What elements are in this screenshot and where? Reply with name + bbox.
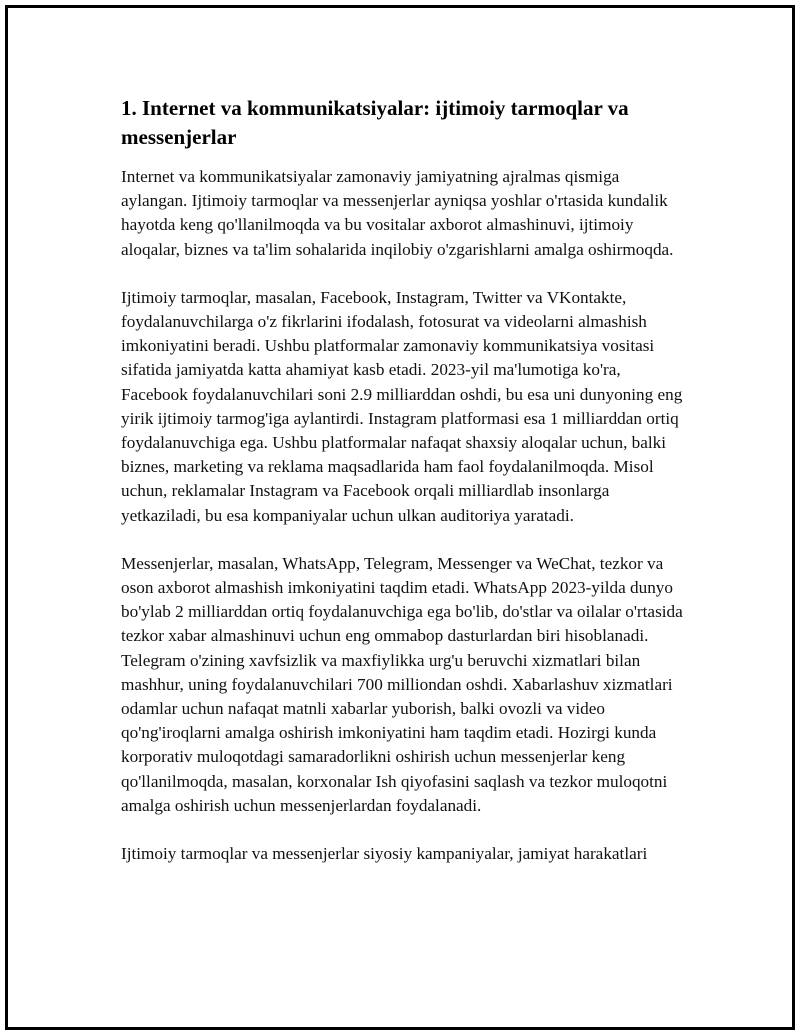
paragraph-messengers: Messenjerlar, masalan, WhatsApp, Telegram, Messenger va WeChat, tezkor va oson axborot almashish imkoniyatini taqdim etadi. WhatsApp 2023-yilda dunyo bo'ylab 2 milliarddan ortiq foydalanuvchiga ega bo'lib, do'stlar va oilalar o'rtasida tezkor xabar almashinuvi uchun eng ommabop dasturlardan biri hisoblanadi. Telegram o'zining xavfsizlik va maxfiylikka urg'u beruvchi xizmatlari bilan mashhur, uning foydalanuvchilari 700 milliondan oshdi. Xabarlashuv xizmatlari odamlar uchun nafaqat matnli xabarlar yuborish, balki ovozli va video qo'ng'iroqlarni amalga oshirish imkoniyatini ham taqdim etadi. Hozirgi kunda korporativ muloqotdagi samaradorlikni oshirish uchun messenjerlar keng qo'llanilmoqda, masalan, korxonalar Ish qiyofasini saqlash va tezkor muloqotni amalga oshirish uchun messenjerlardan foydalanadi. bbox=[121, 553, 683, 815]
paragraph-politics: Ijtimoiy tarmoqlar va messenjerlar siyosiy kampaniyalar, jamiyat harakatlari bbox=[121, 844, 648, 864]
document-page bbox=[5, 5, 795, 1030]
paragraph-intro: Internet va kommunikatsiyalar zamonaviy jamiyatning ajralmas qismiga aylangan. Ijtimoiy tarmoqlar va messenjerlar ayniqsa yoshlar o'rtasida kundalik hayotda keng qo'llanilmoqda va bu vositalar axborot almashinuvi, ijtimoiy aloqalar, biznes va ta'lim sohalarida inqilobiy o'zgarishlarni amalga oshirmoqda. bbox=[121, 167, 674, 259]
document-body bbox=[121, 94, 687, 866]
section-heading: 1. Internet va kommunikatsiyalar: ijtimoiy tarmoqlar va messenjerlar bbox=[121, 96, 629, 149]
paragraph-social-networks: Ijtimoiy tarmoqlar, masalan, Facebook, Instagram, Twitter va VKontakte, foydalanuvchilarga o'z fikrlarini ifodalash, fotosurat va videolarni almashish imkoniyatini beradi. Ushbu platformalar zamonaviy kommunikatsiya vositasi sifatida jamiyatda katta ahamiyat kasb etadi. 2023-yil ma'lumotiga ko'ra, Facebook foydalanuvchilari soni 2.9 milliarddan oshdi, bu esa uni dunyoning eng yirik ijtimoiy tarmog'iga aylantirdi. Instagram platformasi esa 1 milliarddan ortiq foydalanuvchiga ega. Ushbu platformalar nafaqat shaxsiy aloqalar uchun, balki biznes, marketing va reklama maqsadlarida ham faol foydalanilmoqda. Misol uchun, reklamalar Instagram va Facebook orqali milliardlab insonlarga yetkaziladi, bu esa kompaniyalar uchun ulkan auditoriya yaratadi. bbox=[121, 287, 683, 525]
